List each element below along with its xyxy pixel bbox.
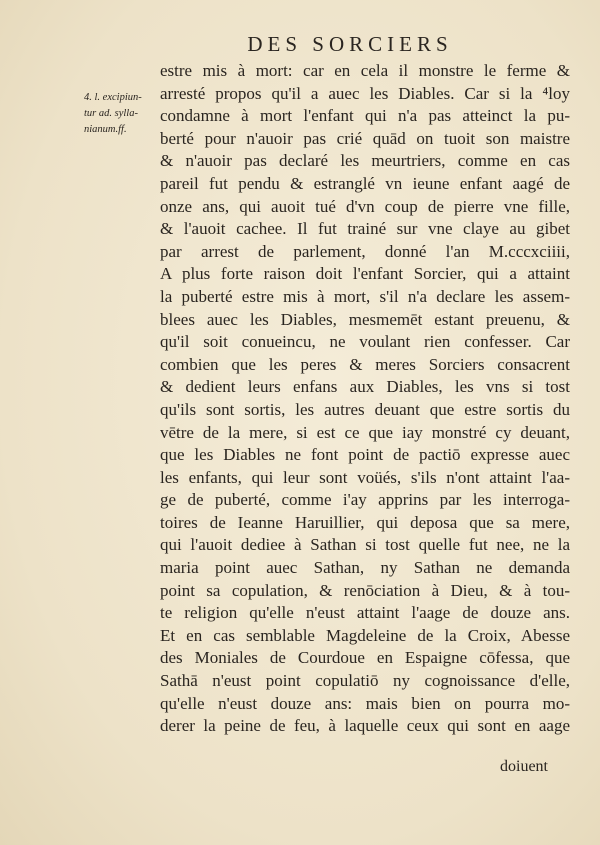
- text-line: te religion qu'elle n'eust attaint l'aage de douze ans.: [160, 603, 570, 623]
- marginal-note-line: nianum.ff.: [84, 124, 127, 135]
- text-line: la puberté estre mis à mort, s'il n'a declare les assem-: [160, 286, 570, 306]
- text-line: des Moniales de Courdoue en Espaigne cōfessa, que: [160, 648, 570, 668]
- running-header: DES SORCIERS: [247, 32, 453, 56]
- text-line: & dedient leurs enfans aux Diables, les vns si tost: [160, 377, 570, 397]
- text-line: les enfants, qui leur sont voüés, s'ils n'ont attaint l'aa-: [160, 467, 570, 487]
- text-line: par arrest de parlement, donné l'an M.cccxciiii,: [160, 241, 570, 261]
- marginal-note: [84, 90, 154, 138]
- text-line: & l'auoit cachee. Il fut trainé sur vne claye au gibet: [160, 219, 570, 239]
- text-line: pareil fut pendu & estranglé vn ieune enfant aagé de: [160, 173, 570, 193]
- text-line: ge de puberté, comme i'ay apprins par les interroga-: [160, 490, 570, 510]
- body-text: [160, 60, 570, 738]
- text-line: condamne à mort l'enfant qui n'a pas attein​ct la pu-: [160, 106, 570, 126]
- text-line: A plus forte raison doit l'enfant Sorcier, qui a attaint: [160, 264, 570, 284]
- text-line: maria point auec Sathan, ny Sathan ne demanda: [160, 558, 570, 578]
- text-line: arresté propos qu'il a auec les Diables. Car si la ⁴loy: [160, 83, 570, 103]
- text-line: qui l'auoit dediee à Sathan si tost quelle fut nee, ne la: [160, 535, 570, 555]
- text-line: Sathā n'eust point copulatiō ny cognoissance d'elle,: [160, 671, 570, 691]
- text-line: blees auec les Diables, mesmemēt estant preuenu, &: [160, 309, 570, 329]
- text-line: Et en cas semblable Magdeleine de la Croix, Abesse: [160, 625, 570, 645]
- catchword: doiuent: [500, 758, 548, 775]
- text-line: toires de Ieanne Haruillier, qui deposa que sa mere,: [160, 512, 570, 532]
- text-line: derer la peine de feu, à laquelle ceux qui sont en aage: [160, 716, 570, 736]
- text-line: que les Diables ne font point de pactiō expresse auec: [160, 445, 570, 465]
- text-line: estre mis à mort: car en cela il monstre le ferme &: [160, 61, 570, 80]
- text-line: & n'auoir pas declaré les meurtriers, comme en cas: [160, 151, 570, 171]
- text-line: qu'elle n'eust douze ans: mais bien on pourra mo-: [160, 693, 570, 713]
- text-line: onze ans, qui auoit tué d'vn coup de pierre vne fille,: [160, 196, 570, 216]
- text-line: qu'il soit conueincu, ne voulant rien confesser. Car: [160, 332, 570, 352]
- text-line: vētre de la mere, si est ce que iay monstré cy deuant,: [160, 422, 570, 442]
- text-line: combien que les peres & meres Sorciers consacrent: [160, 354, 570, 374]
- text-line: qu'ils sont sortis, les autres deuant que estre sortis du: [160, 399, 570, 419]
- text-line: berté pour n'auoir pas crié quād on tuoit son maistre: [160, 128, 570, 148]
- text-line: point sa copulation, & renōciation à Dieu, & à tou-: [160, 580, 570, 600]
- marginal-note-line: 4. l. excipiun-: [84, 92, 142, 103]
- marginal-note-line: tur ad. sylla-: [84, 108, 138, 119]
